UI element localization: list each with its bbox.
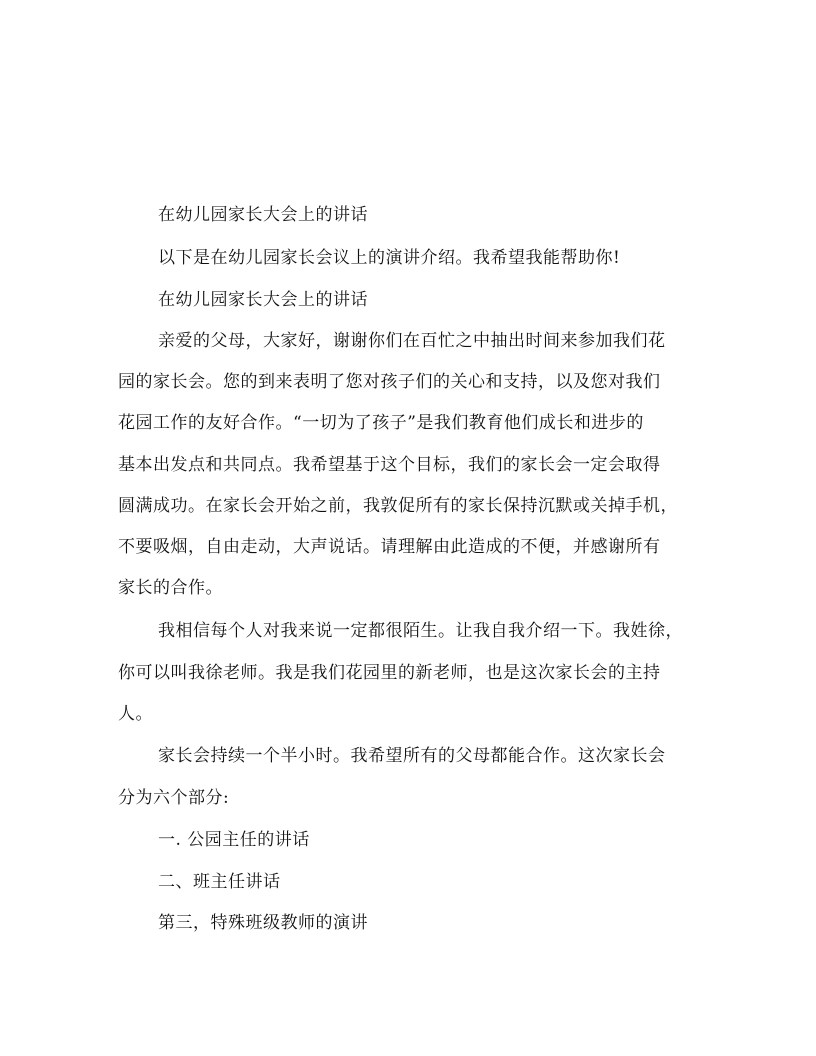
paragraph-3-line: 分为六个部分: (118, 788, 230, 808)
intro-text: 以下是在幼儿园家长会议上的演讲介绍。我希望我能帮助你! (158, 248, 621, 268)
paragraph-1-line: 园的家长会。您的到来表明了您对孩子们的关心和支持，以及您对我们 (118, 372, 661, 392)
list-item: 一. 公园主任的讲话 (158, 830, 310, 850)
list-item: 第三，特殊班级教师的演讲 (158, 913, 368, 933)
paragraph-2-line: 我相信每个人对我来说一定都很陌生。让我自我介绍一下。我姓徐， (158, 621, 683, 641)
document-title: 在幼儿园家长大会上的讲话 (158, 205, 368, 225)
list-item: 二、班主任讲话 (158, 872, 281, 892)
paragraph-1-line: 花园工作的友好合作。“一切为了孩子”是我们教育他们成长和进步的 (118, 413, 644, 433)
paragraph-1-line: 不要吸烟，自由走动，大声说话。请理解由此造成的不便，并感谢所有 (118, 537, 661, 557)
paragraph-3-line: 家长会持续一个半小时。我希望所有的父母都能合作。这次家长会 (158, 746, 666, 766)
document-subtitle: 在幼儿园家长大会上的讲话 (158, 290, 368, 310)
paragraph-1-line: 家长的合作。 (118, 578, 223, 598)
paragraph-1-line: 圆满成功。在家长会开始之前，我敦促所有的家长保持沉默或关掉手机， (118, 496, 678, 516)
paragraph-2-line: 人。 (118, 704, 153, 724)
paragraph-1-line: 亲爱的父母，大家好，谢谢你们在百忙之中抽出时间来参加我们花 (158, 331, 666, 351)
paragraph-2-line: 你可以叫我徐老师。我是我们花园里的新老师，也是这次家长会的主持 (118, 663, 661, 683)
paragraph-1-line: 基本出发点和共同点。我希望基于这个目标，我们的家长会一定会取得 (118, 455, 661, 475)
